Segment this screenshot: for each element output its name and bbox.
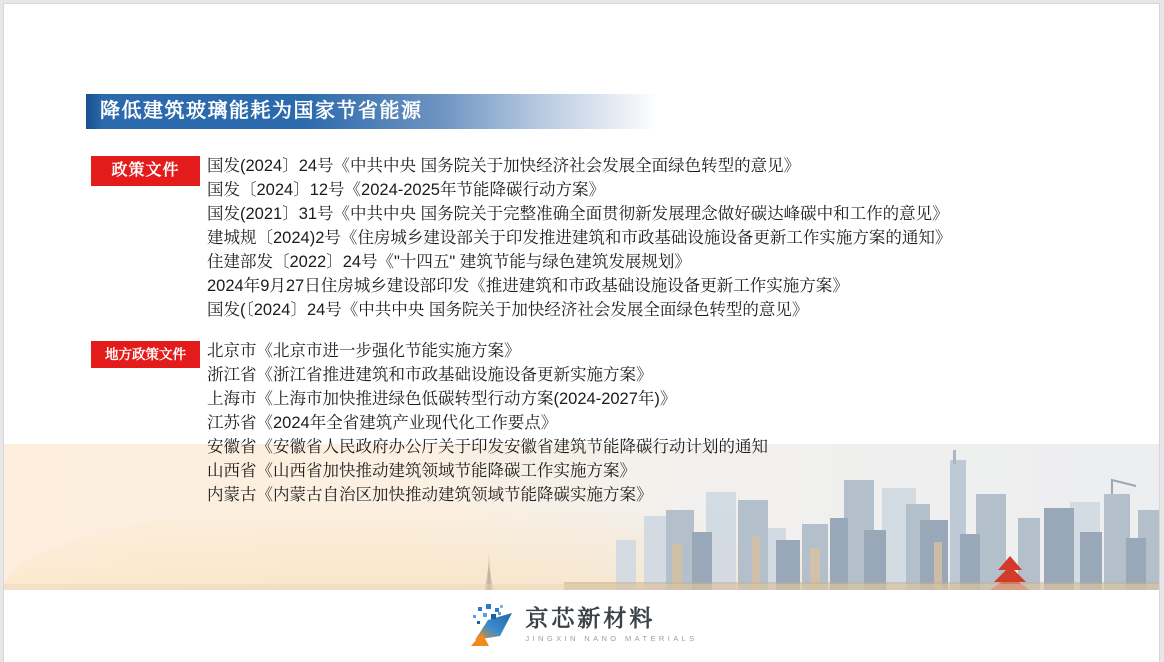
company-name-en: JINGXIN NANO MATERIALS	[525, 634, 698, 643]
policy-item: 上海市《上海市加快推进绿色低碳转型行动方案(2024-2027年)》	[207, 390, 677, 408]
logo-text	[525, 605, 697, 643]
policy-item: 内蒙古《内蒙古自治区加快推动建筑领域节能降碳实施方案》	[207, 486, 653, 504]
local-policy-list	[207, 339, 768, 507]
company-name: 京芯新材料	[525, 605, 656, 631]
policy-item: 浙江省《浙江省推进建筑和市政基础设施设备更新实施方案》	[207, 366, 653, 384]
policy-item: 国发〔2024〕12号《2024-2025年节能降碳行动方案》	[207, 181, 605, 199]
policy-item: 北京市《北京市进一步强化节能实施方案》	[207, 342, 521, 360]
slide	[3, 3, 1160, 662]
logo-mark-icon	[465, 600, 515, 648]
policy-item: 建城规〔2024)2号《住房城乡建设部关于印发推进建筑和市政基础设施设备更新工作实施方案的通知》	[207, 229, 952, 247]
policy-item: 国发(2024〕24号《中共中央 国务院关于加快经济社会发展全面绿色转型的意见》	[207, 157, 801, 175]
policy-item: 2024年9月27日住房城乡建设部印发《推进建筑和市政基础设施设备更新工作实施方案》	[207, 277, 849, 295]
section-label-policy: 政策文件	[91, 156, 200, 186]
title-bar	[86, 94, 658, 129]
policy-item: 山西省《山西省加快推动建筑领域节能降碳工作实施方案》	[207, 462, 636, 480]
policy-item: 国发(〔2024〕24号《中共中央 国务院关于加快经济社会发展全面绿色转型的意见》	[207, 301, 809, 319]
policy-item: 国发(2021〕31号《中共中央 国务院关于完整准确全面贯彻新发展理念做好碳达峰碳中和工作的意见》	[207, 205, 949, 223]
policy-item: 江苏省《2024年全省建筑产业现代化工作要点》	[207, 414, 558, 432]
page-title: 降低建筑玻璃能耗为国家节省能源	[100, 100, 423, 122]
policy-item: 安徽省《安徽省人民政府办公厅关于印发安徽省建筑节能降碳行动计划的通知	[207, 438, 768, 456]
section-label-local-policy: 地方政策文件	[91, 341, 200, 368]
company-logo	[4, 600, 1159, 648]
policy-list	[207, 154, 951, 322]
policy-item: 住建部发〔2022〕24号《"十四五" 建筑节能与绿色建筑发展规划》	[207, 253, 691, 271]
